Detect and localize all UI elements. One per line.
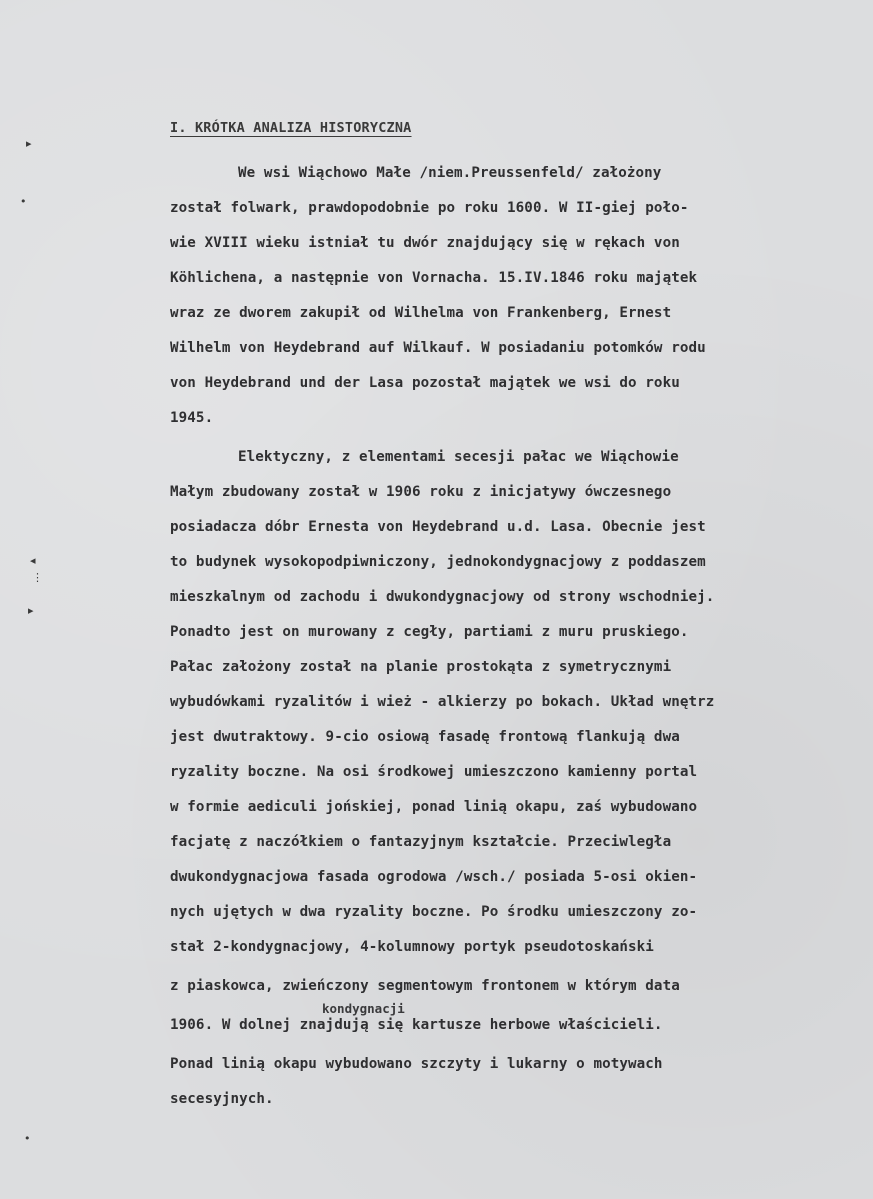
text-line: We wsi Wiąchowo Małe /niem.Preussenfeld/ założony xyxy=(238,165,662,181)
text-line: jest dwutraktowy. 9-cio osiową fasadę frontową flankują dwa xyxy=(170,729,680,745)
text-line: Elektyczny, z elementami secesji pałac we Wiąchowie xyxy=(238,449,679,465)
text-line: facjatę z naczółkiem o fantazyjnym kształcie. Przeciwległa xyxy=(170,834,672,850)
text-line: posiadacza dóbr Ernesta von Heydebrand u.d. Lasa. Obecnie jest xyxy=(170,519,706,535)
text-line: Wilhelm von Heydebrand auf Wilkauf. W posiadaniu potomków rodu xyxy=(170,340,706,356)
margin-mark: ⋮ xyxy=(32,571,43,584)
text-line: to budynek wysokopodpiwniczony, jednokondygnacjowy z poddaszem xyxy=(170,554,706,570)
text-line: 1945. xyxy=(170,410,214,426)
text-line: Ponad linią okapu wybudowano szczyty i lukarny o motywach xyxy=(170,1056,663,1072)
text-line: nych ujętych w dwa ryzality boczne. Po środku umieszczony zo- xyxy=(170,904,698,920)
text-line: mieszkalnym od zachodu i dwukondygnacjowy od strony wschodniej. xyxy=(170,589,715,605)
interlinear-insertion: kondygnacji xyxy=(322,1001,405,1016)
text-line: stał 2-kondygnacjowy, 4-kolumnowy portyk pseudotoskański xyxy=(170,939,654,955)
text-line: został folwark, prawdopodobnie po roku 1600. W II-giej poło- xyxy=(170,200,689,216)
margin-mark: ◂ xyxy=(30,554,36,567)
text-line: wraz ze dworem zakupił od Wilhelma von Frankenberg, Ernest xyxy=(170,305,672,321)
margin-mark: • xyxy=(24,1132,31,1145)
text-line: wie XVIII wieku istniał tu dwór znajdujący się w rękach von xyxy=(170,235,680,251)
text-line: secesyjnych. xyxy=(170,1091,274,1107)
margin-mark: • xyxy=(20,195,27,208)
section-heading: I. KRÓTKA ANALIZA HISTORYCZNA xyxy=(170,120,412,136)
text-line: Köhlichena, a następnie von Vornacha. 15.IV.1846 roku majątek xyxy=(170,270,698,286)
margin-mark: ▸ xyxy=(28,604,34,617)
text-line: w formie aediculi jońskiej, ponad linią okapu, zaś wybudowano xyxy=(170,799,698,815)
text-line: von Heydebrand und der Lasa pozostał majątek we wsi do roku xyxy=(170,375,680,391)
text-line: Ponadto jest on murowany z cegły, partiami z muru pruskiego. xyxy=(170,624,689,640)
text-line: Pałac założony został na planie prostokąta z symetrycznymi xyxy=(170,659,672,675)
text-line: dwukondygnacjowa fasada ogrodowa /wsch./ posiada 5-osi okien- xyxy=(170,869,698,885)
text-line: wybudówkami ryzalitów i wież - alkierzy po bokach. Układ wnętrz xyxy=(170,694,715,710)
text-line: 1906. W dolnej znajdują się kartusze herbowe właścicieli. xyxy=(170,1017,663,1033)
text-line: ryzality boczne. Na osi środkowej umieszczono kamienny portal xyxy=(170,764,698,780)
text-line: Małym zbudowany został w 1906 roku z inicjatywy ówczesnego xyxy=(170,484,672,500)
margin-mark: ▸ xyxy=(26,137,32,150)
text-line: z piaskowca, zwieńczony segmentowym frontonem w którym data xyxy=(170,978,680,994)
